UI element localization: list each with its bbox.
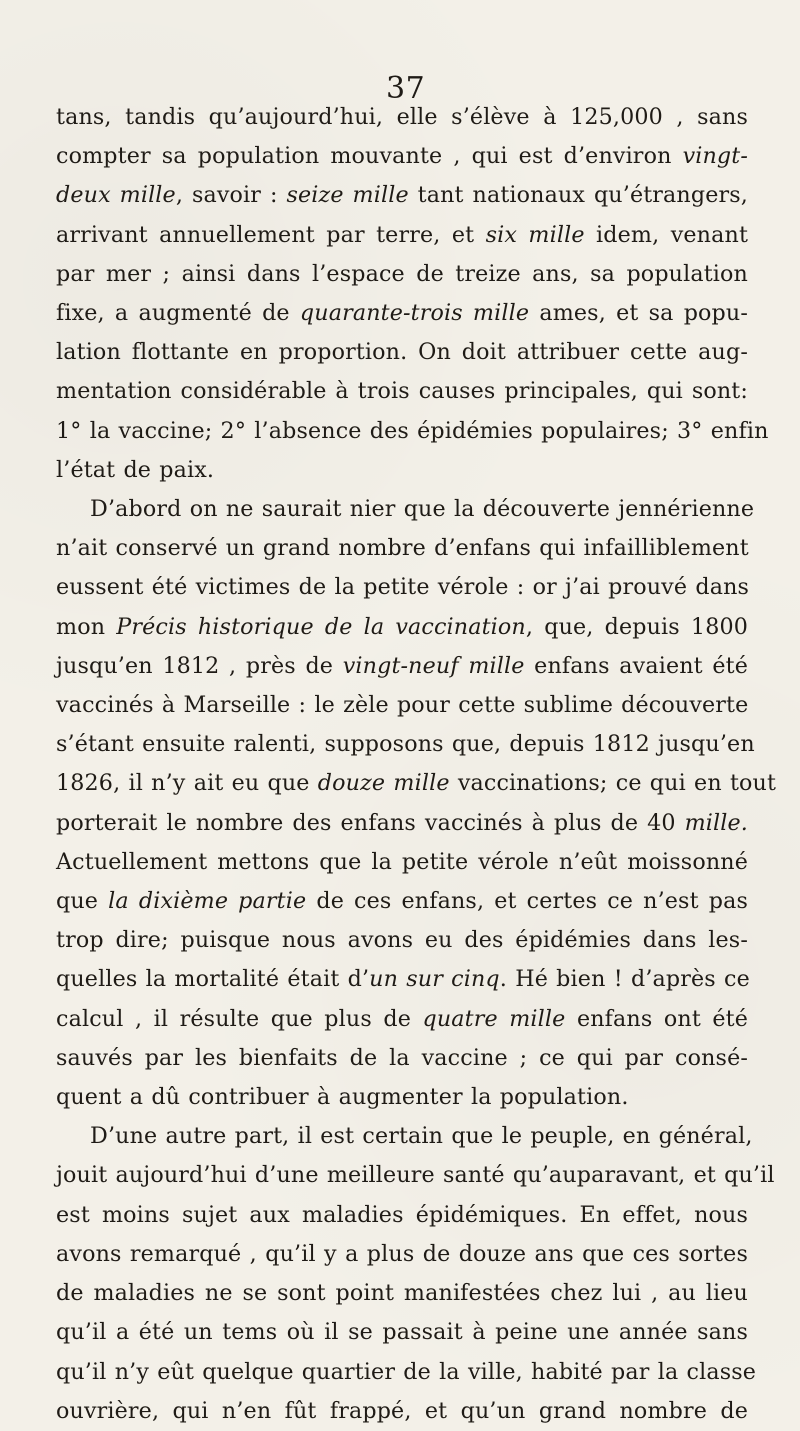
body-text — [56, 98, 777, 1431]
italic-text-segment: vingt-neuf mille — [342, 652, 525, 679]
text-line — [56, 764, 777, 803]
text-segment: de ces enfans, et certes ce n’est pas — [306, 888, 748, 915]
text-segment: par mer ; ainsi dans l’espace de treize ans, sa population — [56, 260, 748, 287]
text-segment: ouvrière, qui n’en fût frappé, et qu’un grand nombre de — [56, 1397, 748, 1424]
text-segment: l’état de paix. — [56, 456, 215, 483]
text-line — [56, 804, 748, 843]
text-segment: trop dire; puisque nous avons eu des épidémies dans les- — [56, 927, 748, 954]
italic-text-segment: quatre mille — [422, 1005, 566, 1032]
text-line — [56, 333, 748, 372]
text-line — [56, 1196, 748, 1235]
text-segment: est moins sujet aux maladies épidémiques. En effet, nous — [56, 1201, 748, 1228]
text-segment: 1° la vaccine; 2° l’absence des épidémies populaires; 3° enfin — [56, 417, 769, 444]
text-segment: sauvés par les bienfaits de la vaccine ; ce qui par consé- — [56, 1044, 748, 1071]
text-segment: enfans avaient été — [524, 652, 748, 679]
italic-text-segment: seize mille — [286, 182, 409, 209]
text-segment: eussent été victimes de la petite vérole : or j’ai prouvé dans — [56, 574, 750, 601]
text-segment: D’abord on ne saurait nier que la découverte jennérienne — [90, 496, 755, 523]
text-segment: quent a dû contribuer à augmenter la population. — [56, 1084, 629, 1111]
text-segment: vaccinés à Marseille : le zèle pour cette sublime découverte — [56, 692, 749, 719]
text-line — [56, 1274, 748, 1313]
text-line — [56, 686, 748, 725]
text-line — [56, 98, 748, 137]
text-segment: jusqu’en 1812 , près de — [56, 652, 343, 679]
text-segment: tant nationaux qu’étrangers, — [408, 182, 749, 209]
text-line — [56, 1039, 748, 1078]
italic-text-segment: vingt- — [682, 143, 748, 170]
text-segment: avons remarqué , qu’il y a plus de douze ans que ces sortes — [56, 1240, 748, 1267]
italic-text-segment: douze mille — [317, 770, 450, 797]
text-line — [56, 451, 748, 490]
italic-text-segment: mille. — [684, 809, 748, 836]
text-line — [56, 1392, 748, 1431]
text-line — [56, 137, 748, 176]
text-segment: s’étant ensuite ralenti, supposons que, depuis 1812 jusqu’en — [56, 731, 755, 758]
text-segment: enfans ont été — [565, 1005, 749, 1032]
text-segment: 1826, il n’y ait eu que — [56, 770, 318, 797]
italic-text-segment: quarante-trois mille — [299, 300, 530, 327]
text-segment: ames, et sa popu- — [529, 300, 748, 327]
text-segment: vaccinations; ce qui en tout — [449, 770, 777, 797]
text-segment: lation flottante en proportion. On doit attribuer cette aug- — [56, 339, 748, 366]
text-segment: arrivant annuellement par terre, et — [56, 221, 486, 248]
text-segment: n’ait conservé un grand nombre d’enfans qui infailliblement — [56, 535, 749, 562]
text-line — [56, 255, 748, 294]
italic-text-segment: six mille — [485, 221, 585, 248]
text-line — [56, 1117, 753, 1156]
text-line — [56, 1000, 748, 1039]
text-segment: que — [56, 888, 109, 915]
text-segment: mentation considérable à trois causes principales, qui sont: — [56, 378, 748, 405]
text-segment: de maladies ne se sont point manifestées chez lui , au lieu — [56, 1280, 748, 1307]
text-line — [56, 412, 769, 451]
text-segment: qu’il n’y eût quelque quartier de la ville, habité par la classe — [56, 1358, 757, 1385]
text-segment: qu’il a été un tems où il se passait à peine une année sans — [56, 1319, 748, 1346]
text-segment: compter sa population mouvante , qui est d’environ — [56, 143, 683, 170]
italic-text-segment: deux mille — [56, 182, 176, 209]
text-segment: calcul , il résulte que plus de — [56, 1005, 423, 1032]
text-segment: mon — [56, 613, 117, 640]
page-number: 37 — [386, 71, 426, 106]
text-line — [56, 843, 748, 882]
italic-text-segment: un sur cinq — [369, 966, 500, 993]
text-line — [56, 882, 748, 921]
text-line — [56, 176, 748, 215]
text-segment: fixe, a augmenté de — [56, 300, 300, 327]
text-line — [56, 647, 748, 686]
text-segment: idem, venant — [584, 221, 749, 248]
text-segment: Actuellement mettons que la petite vérole n’eût moissonné — [56, 848, 748, 875]
text-line — [56, 568, 748, 607]
text-line — [56, 294, 748, 333]
text-line — [56, 608, 748, 647]
italic-text-segment: Précis historique de la vaccination — [116, 613, 526, 640]
text-segment: . Hé bien ! d’après ce — [499, 966, 750, 993]
text-line — [56, 529, 748, 568]
text-segment: tans, tandis qu’aujourd’hui, elle s’élève à 125,000 , sans — [56, 104, 748, 130]
text-segment: porterait le nombre des enfans vaccinés à plus de 40 — [56, 809, 685, 836]
text-line — [56, 216, 748, 255]
text-segment: , savoir : — [175, 182, 287, 209]
text-line — [56, 1078, 748, 1117]
text-segment: jouit aujourd’hui d’une meilleure santé qu’auparavant, et qu’il — [56, 1162, 775, 1189]
text-line — [56, 1235, 748, 1274]
text-segment: quelles la mortalité était d’ — [56, 966, 370, 993]
text-line — [56, 1156, 775, 1195]
text-line — [56, 1313, 748, 1352]
text-segment: , que, depuis 1800 — [525, 613, 748, 640]
text-segment: D’une autre part, il est certain que le peuple, en général, — [90, 1123, 753, 1150]
text-line — [56, 921, 748, 960]
text-line — [56, 490, 755, 529]
text-line — [56, 960, 748, 999]
text-line — [56, 725, 755, 764]
text-line — [56, 1353, 757, 1392]
text-line — [56, 372, 748, 411]
italic-text-segment: la dixième partie — [108, 888, 307, 915]
